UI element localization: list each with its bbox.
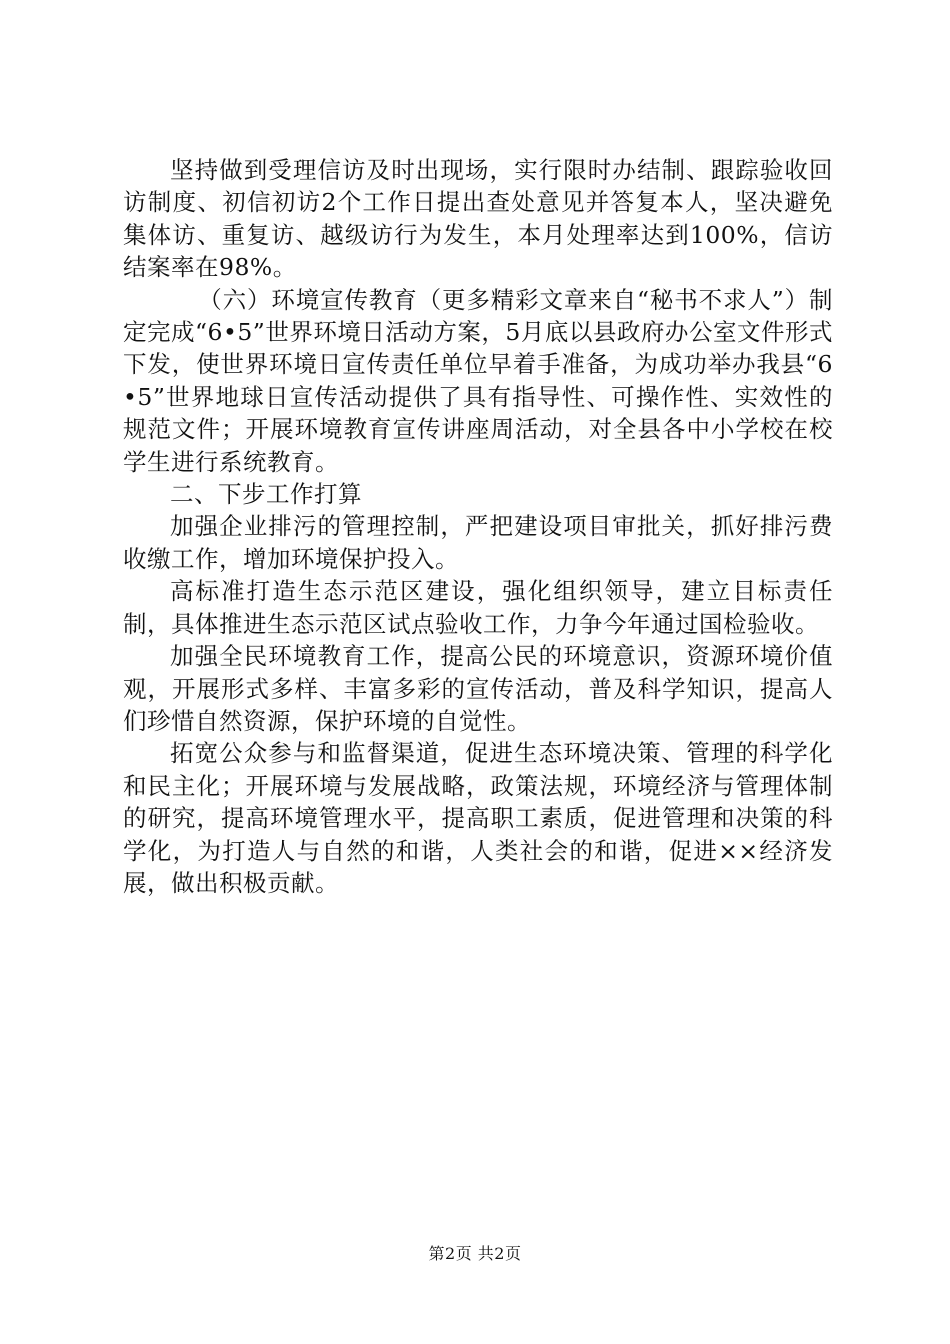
paragraph-public-participation: 拓宽公众参与和监督渠道，促进生态环境决策、管理的科学化和民主化；开展环境与发展战略，政策法规，环境经济与管理体制的研究，提高环境管理水平，提高职工素质，促进管理和决策的科学化，为打造人与自然的和谐，人类社会的和谐，促进××经济发展，做出积极贡献。 [123, 739, 833, 897]
section-heading-next-steps: 二、下步工作打算 [170, 480, 362, 509]
page-footer: 第2页 共2页 [428, 1244, 522, 1263]
document-body [123, 154, 833, 899]
paragraph-public-education: 加强全民环境教育工作，提高公民的环境意识，资源环境价值观，开展形式多样、丰富多彩的宣传活动，普及科学知识，提高人们珍惜自然资源，保护环境的自觉性。 [123, 642, 833, 735]
paragraph-pollution-control: 加强企业排污的管理控制，严把建设项目审批关，抓好排污费收缴工作，增加环境保护投入。 [123, 512, 833, 573]
paragraph-petition-handling: 坚持做到受理信访及时出现场，实行限时办结制、跟踪验收回访制度、初信初访2个工作日提出查处意见并答复本人，坚决避免集体访、重复访、越级访行为发生，本月处理率达到100%，信访结案率在98%。 [123, 156, 833, 282]
paragraph-eco-demonstration: 高标准打造生态示范区建设，强化组织领导，建立目标责任制，具体推进生态示范区试点验收工作，力争今年通过国检验收。 [123, 577, 833, 638]
paragraph-environmental-education: （六）环境宣传教育（更多精彩文章来自“秘书不求人”）制定完成“6•5”世界环境日活动方案，5月底以县政府办公室文件形式下发，使世界环境日宣传责任单位早着手准备，为成功举办我县“6•5”世界地球日宣传活动提供了具有指导性、可操作性、实效性的规范文件；开展环境教育宣传讲座周活动，对全县各中小学校在校学生进行系统教育。 [123, 285, 833, 476]
